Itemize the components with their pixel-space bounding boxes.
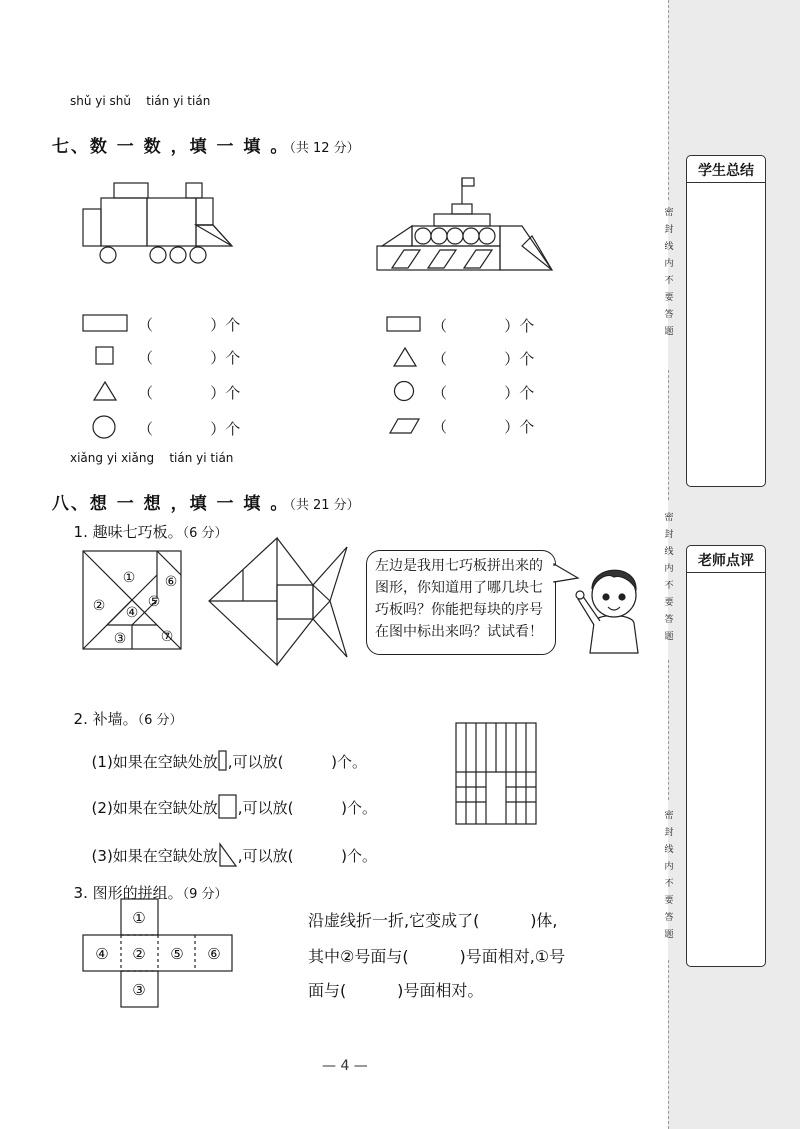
tangram-fish [205,535,350,670]
tangram-label: ② [92,598,106,614]
tangram-label: ⑦ [160,629,174,645]
ship-porthole [447,228,463,244]
cube-face-label: ③ [132,981,146,999]
section7-pinyin: shǔ yi shǔ tián yi tián [70,94,211,108]
train-back-rect [83,209,101,246]
ship-stern-triangle [522,236,552,270]
train-cab-square [101,198,147,246]
train-body-square [147,198,196,246]
q2-item-prefix: (2)如果在空缺处放 [91,799,218,817]
cube-net [82,898,234,1008]
ship-cabin-rect [434,214,490,226]
ship-top-rect [452,204,472,214]
train-wheel [190,247,206,263]
q1-title: 1. 趣味七巧板。 [73,523,183,541]
ship-porthole [415,228,431,244]
count-answer-blank[interactable]: （ ）个 [432,317,535,335]
ship-parallelogram [392,250,420,268]
count-answer-blank[interactable]: （ ）个 [432,418,535,436]
page-number: — 4 — [322,1058,368,1074]
teacher-comment-title: 老师点评 [698,553,754,569]
circle-icon [393,380,417,404]
section7-title: 七、数 一 数 ，填 一 填 。 [51,137,290,157]
seal-notice: 密 封 线 内 不 要 答 题 [664,811,674,940]
q3-points: （9 分） [182,887,228,902]
seal-notice: 密 封 线 内 不 要 答 题 [664,513,674,642]
seal-dash-line [668,370,669,500]
seal-dash-line [668,0,669,200]
ship-flag [462,178,474,186]
q2-item-prefix: (1)如果在空缺处放 [91,753,218,771]
wide-brick-icon [218,794,238,820]
section8-title: 八、想 一 想 ，填 一 填 。 [51,494,290,514]
ship-porthole [431,228,447,244]
count-answer-blank[interactable]: （ ）个 [138,420,241,438]
ship-porthole [463,228,479,244]
ship-figure [372,174,562,274]
q2-title: 2. 补墙。 [73,710,138,728]
ship-bow-triangle [382,226,412,246]
train-wheel [100,247,116,263]
count-answer-blank[interactable]: （ ）个 [138,384,241,402]
cube-face-label: ① [132,909,146,927]
q3-line-1[interactable]: 沿虚线折一折,它变成了( )体, [308,911,558,930]
rectangle-icon [386,314,422,336]
cube-face-label: ④ [95,945,109,963]
student-summary-title: 学生总结 [698,163,754,179]
q2-item-3 [82,824,377,868]
train-figure [78,178,238,270]
rectangle-icon [82,312,130,334]
triangle-icon [92,380,118,402]
tangram-square [82,550,182,650]
speech-bubble [366,550,556,655]
q2-points: （6 分） [137,713,183,728]
count-answer-blank[interactable]: （ ）个 [138,349,241,367]
q2-item-suffix[interactable]: ,可以放( )个。 [237,847,377,865]
train-roof-rect [114,183,148,198]
train-chimney-square [186,183,202,198]
count-answer-blank[interactable]: （ ）个 [432,350,535,368]
tangram-label: ⑥ [164,574,178,590]
q1-heading [64,503,228,542]
section7-heading [36,112,360,157]
seal-dash-line [668,960,669,1129]
teacher-comment-box [686,545,766,967]
train-wheel [150,247,166,263]
q3-line-3[interactable]: 面与( )号面相对。 [308,981,484,1000]
ship-porthole [479,228,495,244]
student-summary-box [686,155,766,487]
train-wheel [170,247,186,263]
cube-face-label: ⑤ [170,945,184,963]
cube-face-label: ② [132,945,146,963]
cube-face-label: ⑥ [207,945,221,963]
q3-title: 3. 图形的拼组。 [73,884,183,902]
section8-points: （共 21 分） [289,498,360,513]
ship-deck-rect [412,226,500,246]
square-icon [94,345,116,367]
seal-dash-line [668,660,669,800]
boy-illustration [572,555,656,655]
triangle-icon [393,346,419,368]
ship-parallelogram [428,250,456,268]
tangram-label: ③ [113,631,127,647]
q3-line-2[interactable]: 其中②号面与( )号面相对,①号 [308,947,566,966]
q2-heading [64,690,183,729]
section8-pinyin: xiǎng yi xiǎng tián yi tián [70,451,234,465]
train-front-rect [196,198,213,225]
ship-parallelogram [464,250,492,268]
train-triangle [196,225,232,246]
q2-item-2 [82,776,377,820]
narrow-brick-icon [218,750,228,772]
tangram-label: ① [122,570,136,586]
q2-item-suffix[interactable]: ,可以放( )个。 [227,753,367,771]
parallelogram-icon [388,416,422,436]
section7-points: （共 12 分） [289,141,360,156]
q2-item-prefix: (3)如果在空缺处放 [91,847,218,865]
speech-text: 左边是我用七巧板拼出来的图形，你知道用了哪几块七巧板吗？你能把每块的序号在图中标出来吗？试试看！ [375,558,543,640]
count-answer-blank[interactable]: （ ）个 [432,384,535,402]
brick-wall [455,722,540,826]
tangram-label: ⑤ [147,594,161,610]
circle-icon [92,415,118,441]
q2-item-1 [82,732,367,772]
tangram-label: ④ [125,605,139,621]
q2-item-suffix[interactable]: ,可以放( )个。 [237,799,377,817]
seal-notice: 密 封 线 内 不 要 答 题 [664,208,674,337]
count-answer-blank[interactable]: （ ）个 [138,316,241,334]
q1-points: （6 分） [182,526,228,541]
